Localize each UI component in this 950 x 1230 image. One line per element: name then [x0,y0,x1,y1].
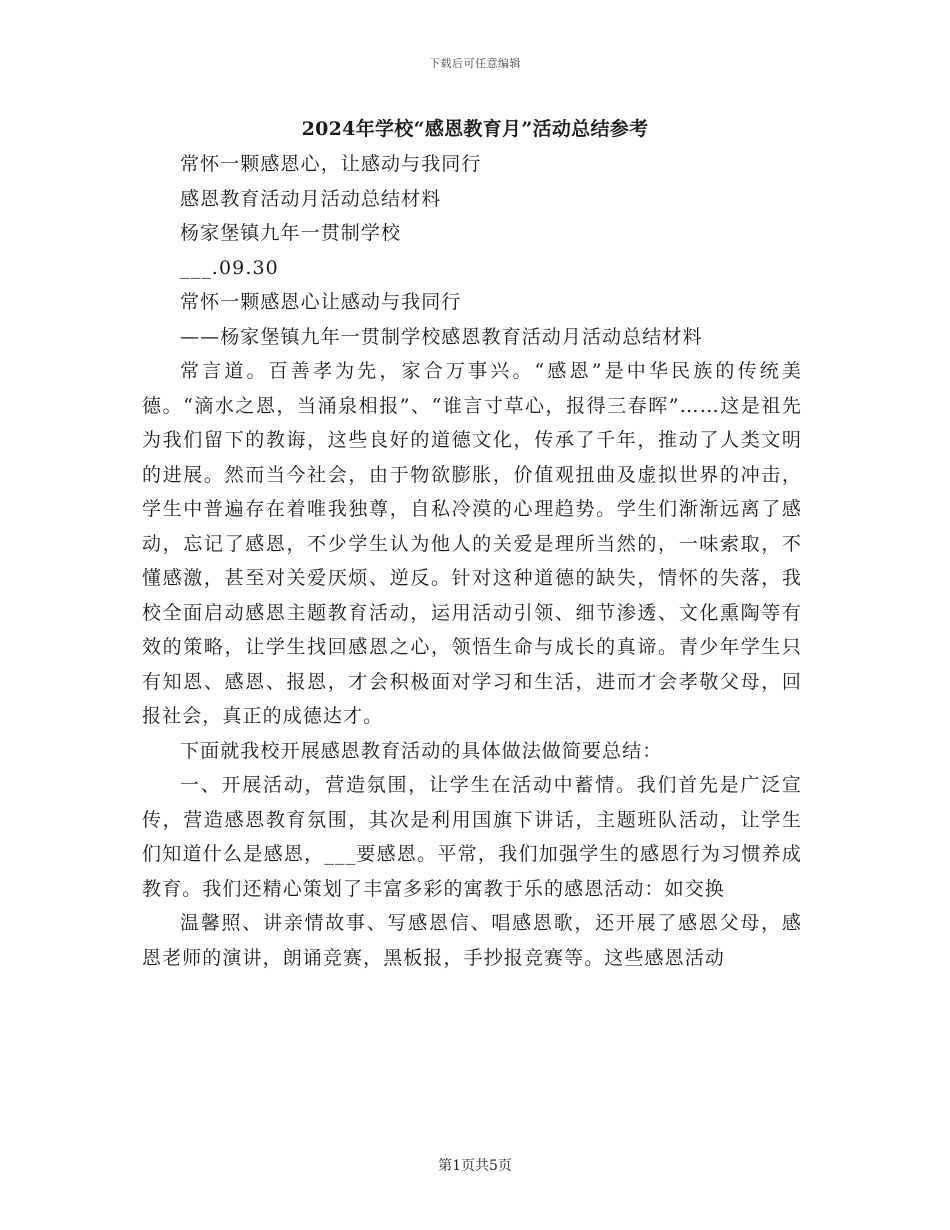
intro-line: 常怀一颗感恩心让感动与我同行 [180,291,462,313]
body-paragraph: 常言道。百善孝为先，家合万事兴。“感恩”是中华民族的传统美德。“滴水之恩，当涌泉相报”、“谁言寸草心，报得三春晖”……这是祖先为我们留下的教诲，这些良好的道德文化，传承了千年，推动了人类文明的进展。然而当今社会，由于物欲膨胀，价值观扭曲及虚拟世界的冲击，学生中普遍存在着唯我独尊，自私冷漠的心理趋势。学生们渐渐远离了感动，忘记了感恩，不少学生认为他人的关爱是理所当然的，一味索取，不懂感激，甚至对关爱厌烦、逆反。针对这种道德的缺失，情怀的失落，我校全面启动感恩主题教育活动，运用活动引领、细节渗透、文化熏陶等有效的策略，让学生找回感恩之心，领悟生命与成长的真谛。青少年学生只有知恩、感恩、报恩，才会积极面对学习和生活，进而才会孝敬父母，回报社会，真正的成德达才。 [142,360,802,727]
body-paragraph: 一、开展活动，营造氛围，让学生在活动中蓄情。我们首先是广泛宣传，营造感恩教育氛围，其次是利用国旗下讲话，主题班队活动，让学生们知道什么是感恩，___要感恩。平常，我们加强学生的感恩行为习惯养成教育。我们还精心策划了丰富多彩的寓教于乐的感恩活动：如交换 [142,774,802,900]
intro-line: 常怀一颗感恩心，让感动与我同行 [180,153,482,175]
intro-line: ___.09.30 [180,256,279,279]
intro-line: 杨家堡镇九年一贯制学校 [180,222,402,244]
body-paragraph: 下面就我校开展感恩教育活动的具体做法做简要总结： [180,739,663,762]
document-title: 2024年学校“感恩教育月”活动总结参考 [301,118,649,140]
page-footer: 第1页共5页 [438,1158,512,1174]
document-body [142,147,802,975]
intro-line: ——杨家堡镇九年一贯制学校感恩教育活动月活动总结材料 [180,325,703,348]
intro-line: 感恩教育活动月活动总结材料 [180,187,442,210]
body-paragraph: 温馨照、讲亲情故事、写感恩信、唱感恩歌，还开展了感恩父母，感恩老师的演讲，朗诵竞赛，黑板报，手抄报竞赛等。这些感恩活动 [142,912,802,969]
header-note: 下载后可任意编辑 [429,57,521,70]
